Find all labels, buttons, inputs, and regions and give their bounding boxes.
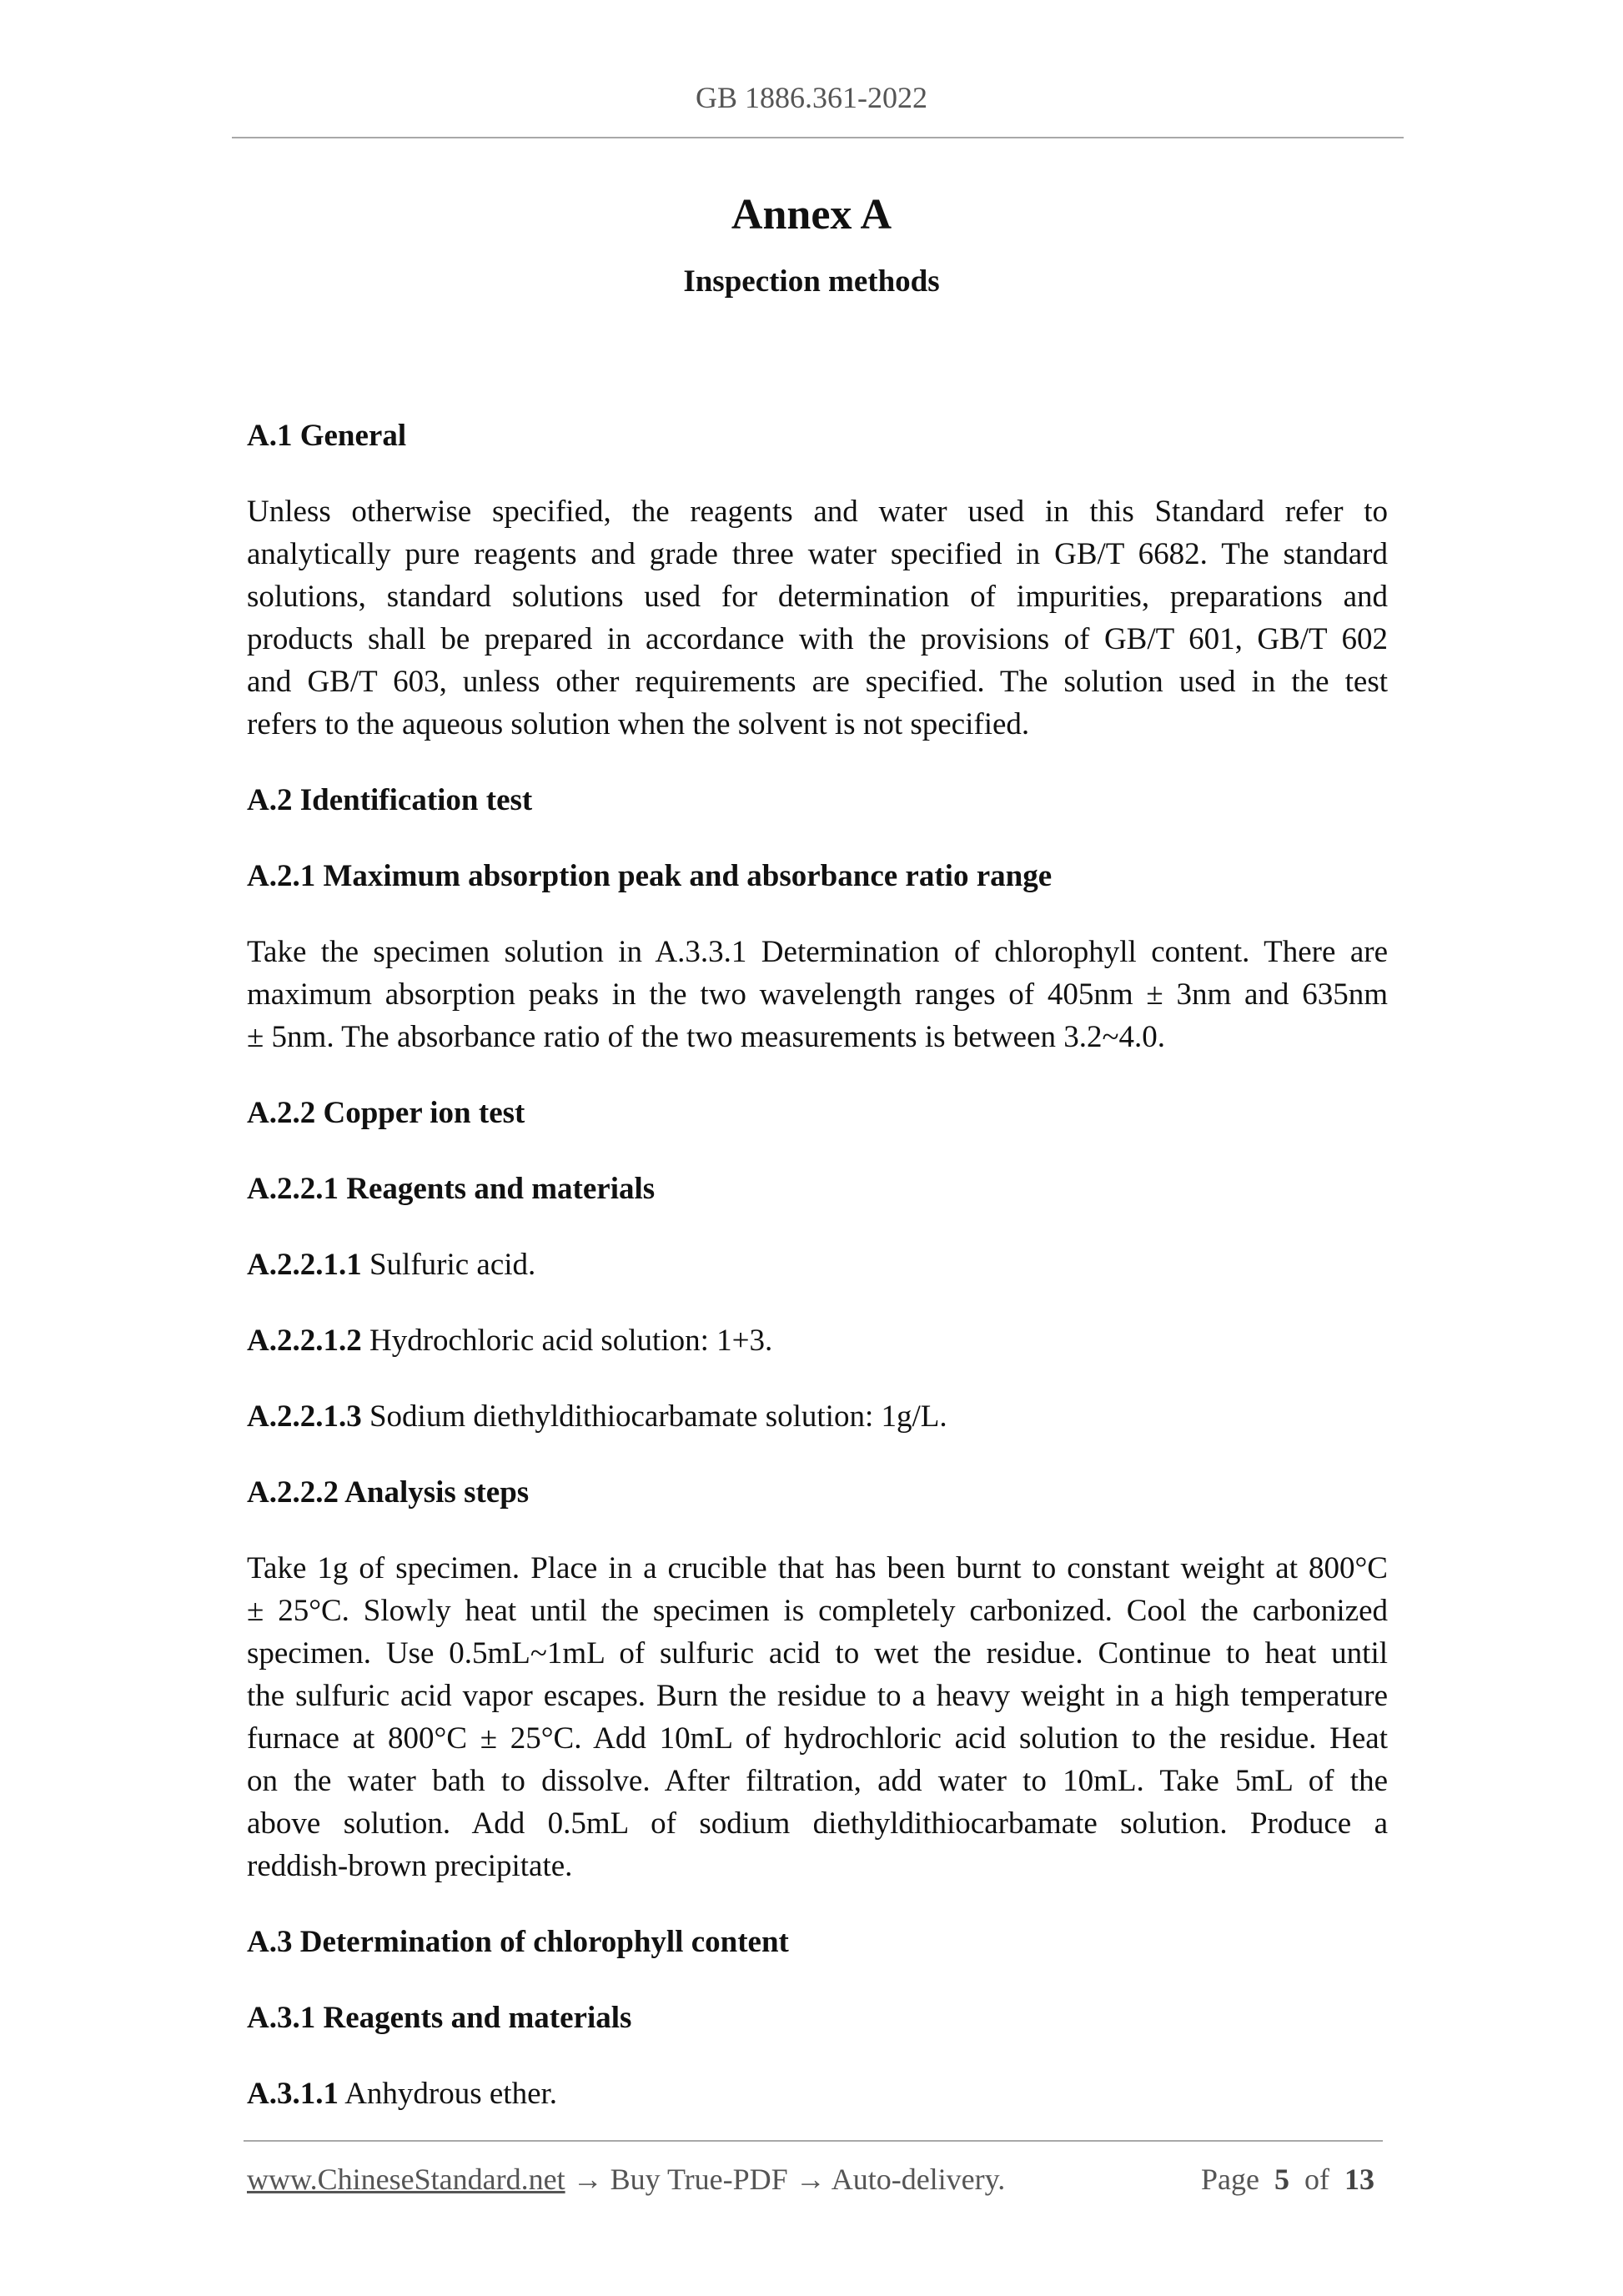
header-divider bbox=[232, 137, 1404, 138]
section-heading: A.2.1 Maximum absorption peak and absorbance ratio range bbox=[247, 859, 1053, 893]
text-line: on the water bath to dissolve. After filtration, add water to 10mL. Take 5mL of the bbox=[247, 1764, 1388, 1798]
document-body bbox=[247, 414, 1388, 2148]
item-number: A.2.2.1.2 bbox=[247, 1324, 362, 1358]
section-heading: A.2 Identification test bbox=[247, 783, 533, 817]
text-line: Take the specimen solution in A.3.3.1 Determination of chlorophyll content. There are bbox=[247, 935, 1388, 969]
page-label: Page bbox=[1201, 2163, 1259, 2196]
footer-promo bbox=[247, 2162, 1005, 2197]
text-line: products shall be prepared in accordance with the provisions of GB/T 601, GB/T 602 bbox=[247, 622, 1388, 656]
footer-divider bbox=[244, 2140, 1383, 2142]
section-heading: A.2.2 Copper ion test bbox=[247, 1096, 525, 1130]
page-total: 13 bbox=[1344, 2163, 1374, 2196]
section-heading: A.3 Determination of chlorophyll content bbox=[247, 1925, 789, 1959]
item-number: A.2.2.1.3 bbox=[247, 1399, 362, 1434]
text-line: solutions, standard solutions used for determination of impurities, preparations and bbox=[247, 580, 1388, 614]
delivery-text: Auto-delivery. bbox=[831, 2163, 1006, 2196]
page-footer bbox=[247, 2162, 1374, 2197]
text-line: refers to the aqueous solution when the solvent is not specified. bbox=[247, 707, 1030, 741]
text-line: the sulfuric acid vapor escapes. Burn the residue to a heavy weight in a high temperature bbox=[247, 1679, 1388, 1713]
text-line: Take 1g of specimen. Place in a crucible that has been burnt to constant weight at 800°C bbox=[247, 1551, 1388, 1585]
reagent-item bbox=[247, 1243, 1388, 1286]
reagent-item bbox=[247, 1319, 1388, 1362]
text-line: reddish-brown precipitate. bbox=[247, 1849, 573, 1883]
paragraph-absorption bbox=[247, 931, 1388, 1058]
text-line: maximum absorption peaks in the two wavelength ranges of 405nm ± 3nm and 635nm bbox=[247, 977, 1388, 1012]
page-number: 5 bbox=[1274, 2163, 1289, 2196]
reagent-item bbox=[247, 2072, 1388, 2115]
section-heading: A.2.2.2 Analysis steps bbox=[247, 1475, 530, 1510]
paragraph-analysis-steps bbox=[247, 1547, 1388, 1887]
item-number: A.2.2.1.1 bbox=[247, 1248, 362, 1282]
item-text: Sulfuric acid. bbox=[361, 1248, 536, 1282]
of-label: of bbox=[1304, 2163, 1329, 2196]
arrow-icon: → bbox=[565, 2163, 611, 2196]
text-line: Unless otherwise specified, the reagents and water used in this Standard refer to bbox=[247, 495, 1388, 529]
item-text: Anhydrous ether. bbox=[338, 2077, 558, 2111]
text-line: specimen. Use 0.5mL~1mL of sulfuric acid to wet the residue. Continue to heat until bbox=[247, 1636, 1388, 1671]
reagent-item bbox=[247, 1395, 1388, 1438]
item-number: A.3.1.1 bbox=[247, 2077, 339, 2111]
paragraph-general bbox=[247, 490, 1388, 746]
page-indicator bbox=[1201, 2162, 1374, 2197]
annex-title: Annex A bbox=[731, 191, 892, 239]
section-heading: A.3.1 Reagents and materials bbox=[247, 2001, 632, 2035]
website-link[interactable]: www.ChineseStandard.net bbox=[247, 2163, 565, 2196]
item-text: Hydrochloric acid solution: 1+3. bbox=[361, 1324, 773, 1358]
annex-subtitle: Inspection methods bbox=[683, 264, 940, 299]
text-line: above solution. Add 0.5mL of sodium diethyldithiocarbamate solution. Produce a bbox=[247, 1806, 1388, 1841]
section-heading: A.1 General bbox=[247, 419, 407, 453]
text-line: and GB/T 603, unless other requirements are specified. The solution used in the test bbox=[247, 665, 1388, 699]
arrow-icon: → bbox=[787, 2163, 832, 2196]
section-heading: A.2.2.1 Reagents and materials bbox=[247, 1172, 656, 1206]
text-line: ± 5nm. The absorbance ratio of the two measurements is between 3.2~4.0. bbox=[247, 1020, 1166, 1054]
text-line: furnace at 800°C ± 25°C. Add 10mL of hydrochloric acid solution to the residue. Heat bbox=[247, 1721, 1388, 1756]
document-id-header: GB 1886.361-2022 bbox=[696, 81, 927, 114]
text-line: ± 25°C. Slowly heat until the specimen is completely carbonized. Cool the carbonized bbox=[247, 1594, 1388, 1628]
buy-text: Buy True-PDF bbox=[610, 2163, 788, 2196]
item-text: Sodium diethyldithiocarbamate solution: 1g/L. bbox=[361, 1399, 947, 1434]
text-line: analytically pure reagents and grade three water specified in GB/T 6682. The standard bbox=[247, 537, 1388, 571]
